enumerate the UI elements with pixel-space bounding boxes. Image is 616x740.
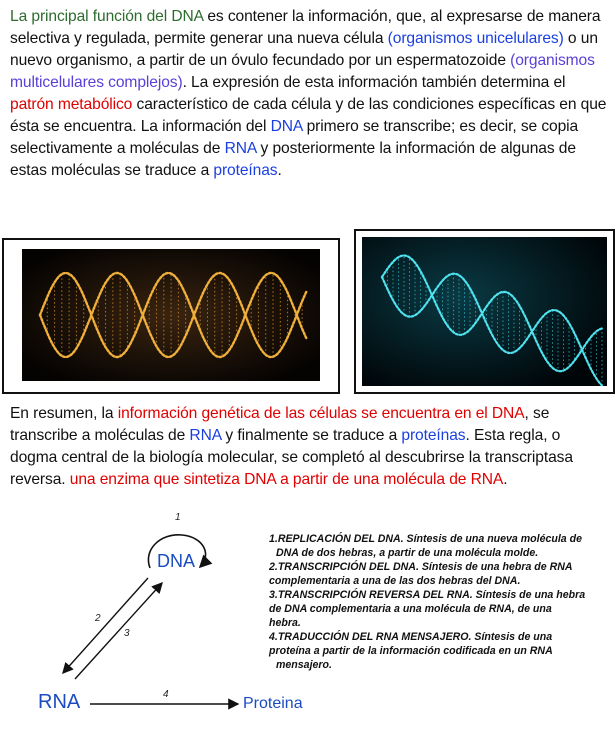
dna-function-phrase: La principal función del DNA [10,8,204,25]
legend-transcription-line1: 2.TRANSCRIPCIÓN DEL DNA. Síntesis de una hebra de RNA [269,561,573,573]
dna-helix-image-cyan [354,229,615,394]
intro-paragraph: La principal función del DNA es contener la información, que, al expresarse de manera selectiva y regulada, permite generar una nueva célula (organismos unicelulares) o un nuevo organismo, a partir de un óvulo fecundado por un espermatozoide (organismos multicelulares complejos). La expresión de esta información también determina el patrón metabólico característico de cada célula y de las condiciones específicas en que ésta se encuentra. La información del DNA primero se transcribe; es decir, se copia selectivamente a moléculas de RNA y posteriormente la información de algunas de estas moléculas se traduce a proteínas. [10,8,607,179]
dna-helix-cyan-illustration [362,237,607,386]
rna-node-label: RNA [38,691,81,713]
reverse-transcription-arrow [75,583,162,679]
unicellular-phrase: (organismos unicelulares) [387,30,564,47]
legend-replication-line2: DNA de dos hebras, a partir de una molécula molde. [276,547,539,559]
process-legend [269,532,615,672]
proteins-term: proteínas [213,162,278,179]
legend-translation-line1: 4.TRADUCCIÓN DEL RNA MENSAJERO. Síntesis de una [269,631,553,643]
legend-transcription-line2: complementaria a una de las dos hebras del DNA. [269,575,521,587]
legend-replication-line1: 1.REPLICACIÓN DEL DNA. Síntesis de una nueva molécula de [269,533,582,545]
summary-paragraph: En resumen, la información genética de las células se encuentra en el DNA, se transcribe a moléculas de RNA y finalmente se traduce a proteínas. Esta regla, o dogma central de la biología molecular, se completó al descubrirse la transcriptasa reversa. una enzima que sintetiza DNA a partir de una molécula de RNA. [10,405,573,488]
legend-reverse-line1: 3.TRANSCRIPCIÓN REVERSA DEL RNA. Síntesis de una hebra [269,589,586,601]
metabolic-pattern-phrase: patrón metabólico [10,96,133,113]
rna-term: RNA [224,140,257,157]
proteins-term: proteínas [401,427,466,444]
dna-term: DNA [270,118,303,135]
multicellular-phrase: (organismos multicelulares complejos) [10,52,595,91]
dna-helix-gold-illustration [22,249,320,381]
legend-translation-line2: proteína a partir de la información codificada en un RNA [269,645,553,657]
rna-term: RNA [189,427,222,444]
step-number-1: 1 [175,512,181,523]
legend-translation-line3: mensajero. [276,659,332,671]
dna-node-label: DNA [157,551,196,571]
legend-reverse-line3: hebra. [269,617,301,629]
step-number-3: 3 [124,628,130,639]
dna-helix-image-gold [2,238,340,394]
legend-reverse-line2: de DNA complementaria a una molécula de RNA, de una [269,603,552,615]
step-number-4: 4 [163,689,169,700]
step-number-2: 2 [95,613,101,624]
protein-node-label: Proteina [243,695,303,712]
reverse-transcriptase-phrase: una enzima que sintetiza DNA a partir de una molécula de RNA [69,471,504,488]
transcription-arrow [63,578,148,673]
genetic-info-phrase: información genética de las células se encuentra en el DNA [117,405,525,422]
